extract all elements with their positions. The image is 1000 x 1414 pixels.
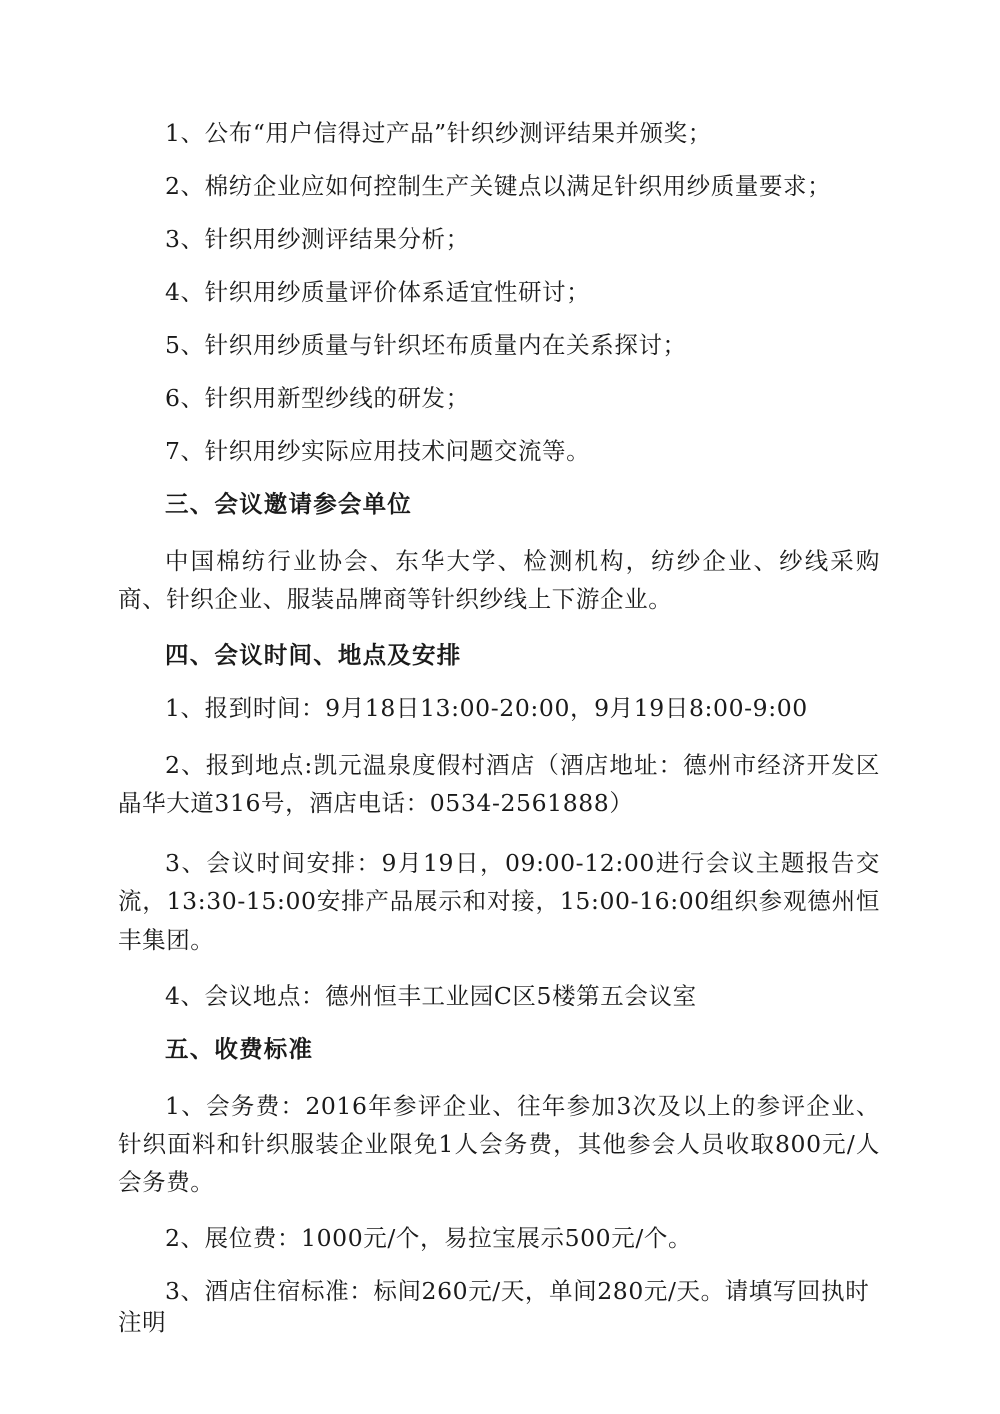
list-item: 6、针织用新型纱线的研发； bbox=[165, 384, 470, 413]
list-item: 3、针织用纱测评结果分析； bbox=[165, 225, 470, 254]
list-item: 3、会议时间安排：9月19日，09:00-12:00进行会议主题报告交流，13:30-15:00安排产品展示和对接，15:00-16:00组织参观德州恒丰集团。 bbox=[118, 849, 880, 954]
section-heading: 四、会议时间、地点及安排 bbox=[165, 641, 462, 670]
list-item: 4、针织用纱质量评价体系适宜性研讨； bbox=[165, 278, 591, 307]
document-body bbox=[118, 118, 880, 1338]
list-item: 5、针织用纱质量与针织坯布质量内在关系探讨； bbox=[165, 331, 687, 360]
list-item: 1、公布“用户信得过产品”针织纱测评结果并颁奖； bbox=[165, 119, 712, 147]
section-heading: 五、收费标准 bbox=[165, 1034, 314, 1063]
list-item: 1、会务费：2016年参评企业、往年参加3次及以上的参评企业、针织面料和针织服装企业限免1人会务费，其他参会人员收取800元/人会务费。 bbox=[118, 1091, 880, 1196]
list-item: 3、酒店住宿标准：标间260元/天，单间280元/天。请填写回执时注明 bbox=[118, 1276, 870, 1336]
section-heading: 三、会议邀请参会单位 bbox=[165, 490, 412, 519]
list-item: 1、报到时间：9月18日13:00-20:00，9月19日8:00-9:00 bbox=[165, 694, 808, 723]
list-item: 2、报到地点:凯元温泉度假村酒店（酒店地址：德州市经济开发区晶华大道316号，酒店电话：0534-2561888） bbox=[118, 751, 880, 818]
list-item: 7、针织用纱实际应用技术问题交流等。 bbox=[165, 437, 591, 466]
list-item: 2、棉纺企业应如何控制生产关键点以满足针织用纱质量要求； bbox=[165, 172, 832, 201]
body-paragraph: 中国棉纺行业协会、东华大学、检测机构，纺纱企业、纱线采购商、针织企业、服装品牌商等针织纱线上下游企业。 bbox=[118, 547, 880, 614]
list-item: 2、展位费：1000元/个，易拉宝展示500元/个。 bbox=[165, 1223, 693, 1252]
list-item: 4、会议地点：德州恒丰工业园C区5楼第五会议室 bbox=[165, 981, 697, 1010]
